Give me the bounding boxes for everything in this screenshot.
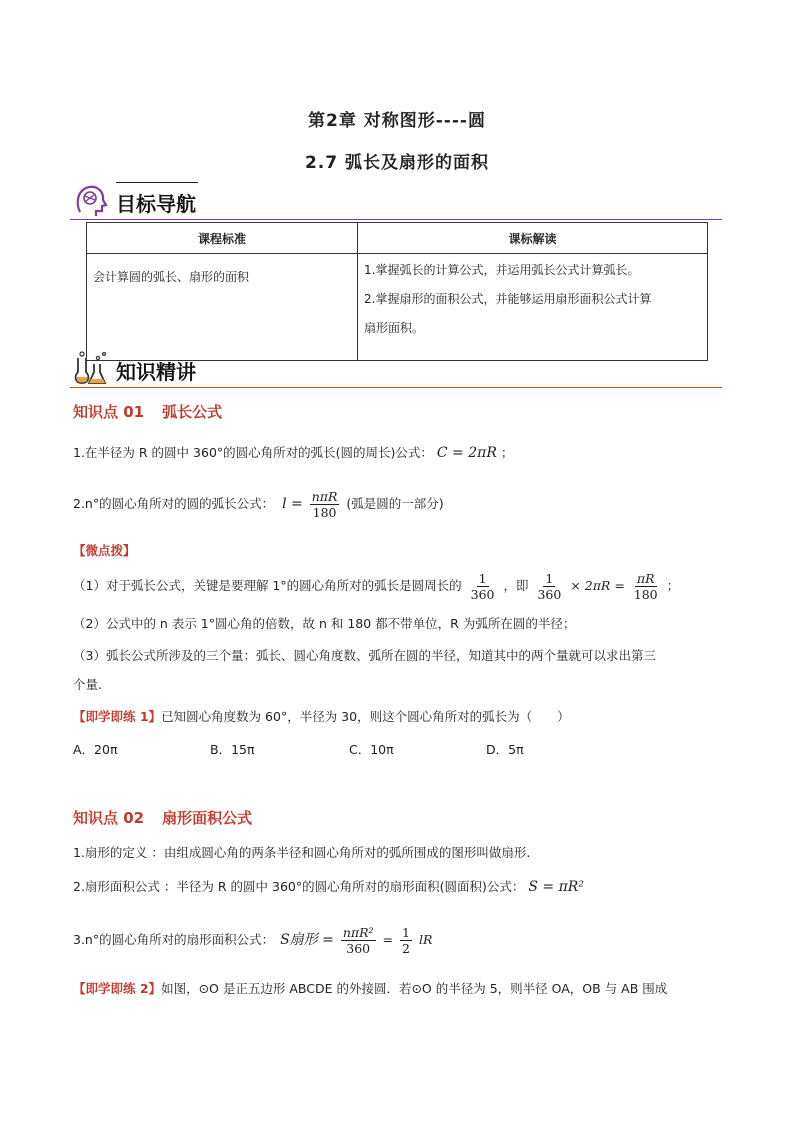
header-top-rule (116, 182, 198, 183)
chapter-title: 第2章 对称图形----圆 (308, 111, 486, 131)
table-header-standard: 课程标准 (87, 223, 358, 254)
sector-area-numerator: nπR² (342, 925, 374, 940)
section-title: 2.7 弧长及扇形的面积 (304, 153, 490, 173)
interpretation-line-1: 1.掌握弧长的计算公式，并运用弧长公式计算弧长。 (364, 263, 640, 277)
kp2-title: 扇形面积公式 (162, 809, 253, 827)
tip-1-fraction-c (632, 571, 660, 602)
option-b: B．15π (210, 742, 255, 757)
tip-1-fraction-b (535, 571, 563, 602)
exercise-1 (73, 708, 570, 726)
kp2-line-2-text: 2.扇形面积公式 ：半径为 R 的圆中 360°的圆心角所对的扇形面积(圆面积)公式： (73, 879, 525, 894)
tip-1-end: ； (666, 578, 680, 593)
kp1-line-1 (73, 444, 513, 462)
sector-area-lhs: S扇形 = (280, 932, 334, 948)
kp2-number: 知识点 02 (73, 809, 145, 827)
sector-area-equals: = (382, 932, 394, 947)
tip-1 (73, 568, 679, 604)
tip-1-mid: ，即 (503, 578, 529, 593)
tip-1-fraction-a-den: 360 (470, 587, 495, 602)
tip-1-fraction-c-num: πR (636, 571, 655, 586)
kp2-line-1: 1.扇形的定义 ：由组成圆心角的两条半径和圆心角所对的弧所围成的图形叫做扇形. (73, 845, 531, 860)
kp2-heading (73, 807, 252, 828)
option-a: A．20π (73, 742, 118, 757)
sector-area-half-num: 1 (402, 925, 410, 940)
exercise-2-label: 【即学即练 2】 (73, 981, 162, 996)
knowledge-section-header (70, 350, 722, 388)
tip-1-text: （1）对于弧长公式，关键是要理解 1°的圆心角所对的弧长是圆周长的 (73, 578, 462, 593)
table-row (87, 254, 708, 361)
kp1-line-1-tail: ； (500, 445, 514, 460)
kp1-number: 知识点 01 (73, 403, 145, 421)
interpretation-line-3: 扇形面积。 (364, 321, 425, 335)
tip-1-fraction-a-num: 1 (478, 571, 487, 586)
knowledge-section-rule (70, 387, 722, 389)
kp1-line-2 (73, 486, 444, 522)
sector-area-denominator: 360 (346, 941, 371, 956)
sector-area-fraction (341, 925, 376, 956)
tip-1-fraction-b-num: 1 (545, 571, 554, 586)
option-c: C．10π (349, 742, 394, 757)
tip-2: （2）公式中的 n 表示 1°圆心角的倍数，故 n 和 180 都不带单位，R 为弧所在圆的半径； (73, 616, 576, 631)
tip-1-fraction-a (469, 571, 497, 602)
tip-3-line-2: 个量. (73, 677, 102, 692)
sector-area-half (400, 925, 412, 956)
goal-section-rule (70, 219, 722, 221)
exercise-1-text: 已知圆心角度数为 60°，半径为 30，则这个圆心角所对的弧长为（ ） (161, 709, 570, 724)
option-d: D．5π (486, 742, 524, 757)
exercise-1-label: 【即学即练 1】 (73, 709, 162, 724)
kp2-line-3-text: 3.n°的圆心角所对的扇形面积公式： (73, 932, 275, 947)
exercise-2 (73, 980, 667, 998)
sector-area-half-den: 2 (402, 941, 410, 956)
kp2-line-3 (73, 920, 432, 960)
tip-1-times: × 2πR = (570, 578, 625, 593)
table-header-interpretation: 课标解读 (358, 223, 708, 254)
arc-formula-denominator: 180 (312, 505, 337, 520)
table-cell-standard: 会计算圆的弧长、扇形的面积 (87, 254, 358, 361)
interpretation-line-2: 2.掌握扇形的面积公式，并能够运用扇形面积公式计算 (364, 292, 652, 306)
exercise-2-text: 如图，⊙O 是正五边形 ABCDE 的外接圆．若⊙O 的半径为 5，则半径 OA，OB 与 AB 围成 (161, 981, 668, 996)
goal-section-header (70, 182, 722, 220)
kp1-line-2-text: 2.n°的圆心角所对的圆的弧长公式： (73, 496, 275, 511)
kp1-title: 弧长公式 (162, 403, 223, 421)
kp1-line-2-tail: (弧是圆的一部分) (346, 496, 444, 511)
arc-formula-fraction (310, 489, 340, 520)
circumference-formula: C = 2πR (436, 445, 497, 461)
arc-formula-numerator: nπR (311, 489, 338, 504)
tip-1-fraction-b-den: 360 (537, 587, 562, 602)
goal-section-label: 目标导航 (116, 192, 196, 216)
tip-1-fraction-c-den: 180 (633, 587, 658, 602)
lab-flask-icon (72, 350, 112, 390)
arc-formula-lhs: l = (282, 496, 303, 512)
sector-area-tail: lR (418, 932, 433, 947)
kp1-line-1-text: 1.在半径为 R 的圆中 360°的圆心角所对的弧长(圆的周长)公式： (73, 445, 433, 460)
kp1-heading (73, 401, 222, 422)
standards-table (86, 222, 708, 361)
brain-head-icon (72, 182, 108, 222)
circle-area-formula: S = πR² (528, 879, 584, 895)
tip-label: 【微点拨】 (73, 543, 136, 558)
knowledge-section-label: 知识精讲 (116, 360, 196, 384)
table-cell-interpretation (358, 254, 708, 361)
tip-3-line-1: （3）弧长公式所涉及的三个量：弧长、圆心角度数、弧所在圆的半径，知道其中的两个量就可以求出第三 (73, 648, 656, 663)
kp2-line-2 (73, 878, 584, 896)
